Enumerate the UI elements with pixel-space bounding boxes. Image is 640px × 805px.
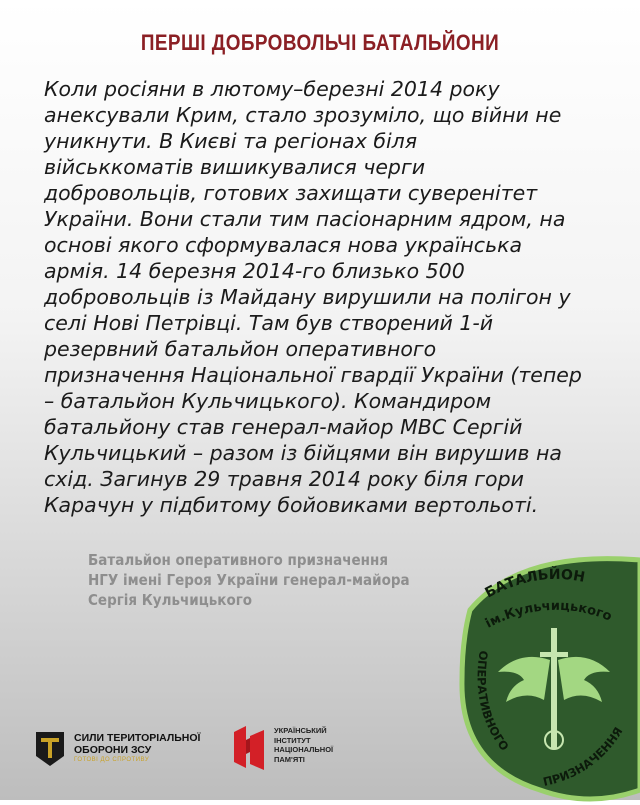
image-caption — [88, 550, 430, 610]
patch-left-text: ОПЕРАТИВНОГО — [474, 649, 512, 754]
paragraph-line: добровольців із Майдану вирушили на полігон у — [44, 285, 571, 309]
caption-line: Батальйон оперативного призначення — [88, 551, 388, 569]
territorial-defense-name: СИЛИ ТЕРИТОРІАЛЬНОЇ ОБОРОНИ ЗСУ — [74, 732, 201, 756]
main-paragraph — [44, 76, 614, 518]
paragraph-line: військкоматів вишикувалися черги — [44, 155, 426, 179]
caption-line: Сергія Кульчицького — [88, 591, 253, 609]
page-title: ПЕРШІ ДОБРОВОЛЬЧІ БАТАЛЬЙОНИ — [140, 30, 500, 55]
patch-right-text: ПРИЗНАЧЕННЯ — [541, 724, 626, 789]
paragraph-line: України. Вони стали тим пасіонарним ядром, на — [44, 207, 566, 231]
paragraph-line: Коли росіяни в лютому–березні 2014 року — [44, 77, 500, 101]
paragraph-line: призначення Національної гвардії України (тепер — [44, 363, 582, 387]
territorial-defense-logo — [34, 730, 234, 770]
caption-line: НГУ імені Героя України генерал-майора — [88, 571, 410, 589]
paragraph-line: анексували Крим, стало зрозуміло, що війни не — [44, 103, 562, 127]
paragraph-line: армія. 14 березня 2014-го близько 500 — [44, 259, 465, 283]
patch-top-text: БАТАЛЬЙОН — [482, 566, 587, 602]
paragraph-line: батальйону став генерал-майор МВС Сергій — [44, 415, 523, 439]
paragraph-line: резервний батальйон оперативного — [44, 337, 437, 361]
paragraph-line: Карачун у підбитому бойовиками вертольоті. — [44, 493, 539, 517]
paragraph-line: основі якого сформувалася нова українська — [44, 233, 523, 257]
paragraph-line: селі Нові Петрівці. Там був створений 1-й — [44, 311, 494, 335]
paragraph-line: – батальйон Кульчицького). Командиром — [44, 389, 492, 413]
patch-name-text: ім.Кульчицького — [483, 598, 614, 632]
territorial-defense-shield-icon — [34, 730, 66, 768]
paragraph-line: Кульчицький – разом із бійцями він вирушив на — [44, 441, 562, 465]
national-memory-institute-logo — [232, 722, 362, 772]
battalion-patch-emblem — [440, 540, 640, 805]
national-memory-institute-mark-icon — [232, 722, 266, 772]
paragraph-line: уникнути. В Києві та регіонах біля — [44, 129, 418, 153]
national-memory-institute-name: УКРАЇНСЬКИЙ ІНСТИТУТ НАЦІОНАЛЬНОЇ ПАМ'ЯТІ — [274, 726, 334, 764]
paragraph-line: схід. Загинув 29 травня 2014 року біля гори — [44, 467, 524, 491]
territorial-defense-slogan: ГОТОВІ ДО СПРОТИВУ — [74, 757, 150, 763]
paragraph-line: добровольців, готових захищати суверенітет — [44, 181, 538, 205]
